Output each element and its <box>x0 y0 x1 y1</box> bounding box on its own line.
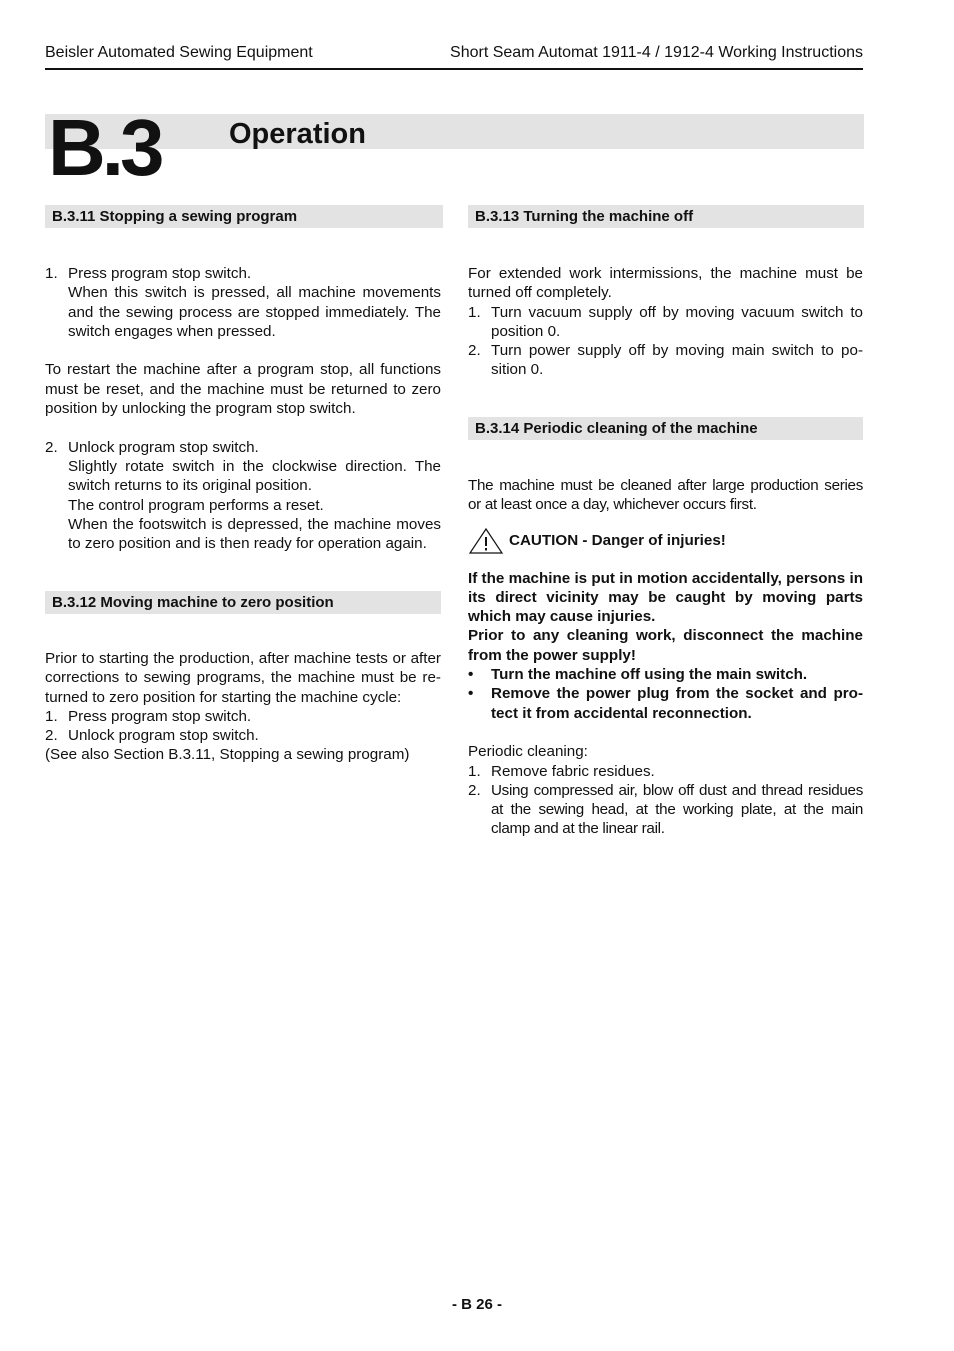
chapter-title: Operation <box>229 118 366 150</box>
warning-paragraph: Prior to any cleaning work, disconnect the machine from the power supply! <box>468 627 863 664</box>
list-item <box>468 341 863 380</box>
list-number: 1. <box>468 303 481 321</box>
caution-text: CAUTION - Danger of injuries! <box>509 531 726 549</box>
list-item <box>468 781 863 839</box>
paragraph: To restart the machine after a program stop, all functions must be reset, and the machine must be returned to zero position by unlocking the program stop switch. <box>45 361 441 418</box>
warning-triangle-icon <box>468 527 504 555</box>
section-heading-zero-position: B.3.12 Moving machine to zero position <box>45 591 441 614</box>
step-text: Press program stop switch. <box>68 707 252 725</box>
list-number: 2. <box>45 438 58 456</box>
bullet-item <box>468 684 863 723</box>
list-item <box>468 303 863 342</box>
bullet-text: Remove the power plug from the socket and pro-tect it from accidental reconnection. <box>491 685 863 722</box>
paragraph: Periodic cleaning: <box>468 743 588 761</box>
step-text: Unlock program stop switch. <box>68 727 259 745</box>
bullet-text: Turn the machine off using the main switch. <box>491 666 808 684</box>
section-body-stopping-program <box>45 264 441 553</box>
bullet: • <box>468 685 474 703</box>
header-document-title: Short Seam Automat 1911-4 / 1912-4 Working Instructions <box>450 44 863 61</box>
step-text: Unlock program stop switch. <box>68 438 259 456</box>
warning-paragraph: If the machine is put in motion accidentally, persons in its direct vicinity may be caught by moving parts which may cause injuries. <box>468 569 863 626</box>
section-body-turning-off <box>468 264 863 380</box>
caution-heading <box>468 531 863 561</box>
bullet: • <box>468 666 474 684</box>
list-item <box>468 762 863 781</box>
header-divider <box>45 68 863 70</box>
list-number: 2. <box>468 781 481 799</box>
chapter-band <box>45 114 864 149</box>
list-number: 1. <box>45 707 58 725</box>
chapter-number: B.3 <box>48 103 161 192</box>
step-text: Press program stop switch. <box>68 265 252 282</box>
paragraph: The machine must be cleaned after large production series or at least once a day, whichever occurs first. <box>468 477 863 514</box>
paragraph: For extended work intermissions, the machine must be turned off completely. <box>468 265 863 302</box>
step-detail: The control program performs a reset. <box>68 496 324 514</box>
step-text: Using compressed air, blow off dust and thread residues at the sewing head, at the working plate, at the main clamp and at the linear rail. <box>491 781 863 838</box>
section-body-zero-position <box>45 649 441 765</box>
list-number: 1. <box>468 762 481 780</box>
section-heading-stopping-program: B.3.11 Stopping a sewing program <box>45 205 443 228</box>
step-detail: Slightly rotate switch in the clockwise direction. The switch returns to its original position. <box>68 457 441 495</box>
step-detail: When this switch is pressed, all machine movements and the sewing process are stopped immediately. The switch engages when pressed. <box>68 284 441 340</box>
bullet-item <box>468 665 863 684</box>
step-detail: When the footswitch is depressed, the machine moves to zero position and is then ready for operation again. <box>68 515 441 553</box>
section-heading-turning-off: B.3.13 Turning the machine off <box>468 205 864 228</box>
list-number: 2. <box>468 342 481 360</box>
step-text: Remove fabric residues. <box>491 762 655 780</box>
cross-reference: (See also Section B.3.11, Stopping a sewing program) <box>45 746 410 764</box>
list-number: 1. <box>45 265 58 282</box>
list-item <box>45 707 441 726</box>
page-number: - B 26 - <box>451 1296 502 1313</box>
section-heading-periodic-cleaning: B.3.14 Periodic cleaning of the machine <box>468 417 863 440</box>
section-body-periodic-cleaning <box>468 476 863 839</box>
step-text: Turn power supply off by moving main switch to po-sition 0. <box>491 342 863 379</box>
list-item <box>45 726 441 745</box>
list-item <box>45 438 441 554</box>
step-text: Turn vacuum supply off by moving vacuum switch to position 0. <box>491 303 863 340</box>
paragraph: Prior to starting the production, after machine tests or after corrections to sewing programs, the machine must be re-turned to zero position for starting the machine cycle: <box>45 650 441 706</box>
list-number: 2. <box>45 727 58 745</box>
list-item <box>45 264 441 341</box>
header-manufacturer: Beisler Automated Sewing Equipment <box>45 44 313 61</box>
